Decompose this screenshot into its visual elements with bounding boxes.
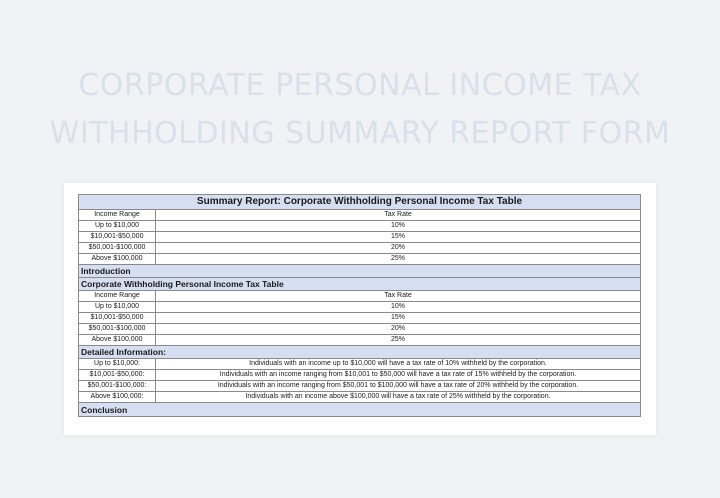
table-title: Summary Report: Corporate Withholding Personal Income Tax Table — [79, 195, 641, 210]
detail-description-cell: Individuals with an income ranging from $10,001 to $50,000 will have a tax rate of 15% withheld by the corporation. — [156, 370, 641, 381]
section-label: Corporate Withholding Personal Income Tax Table — [79, 278, 641, 291]
title-line-2: WITHHOLDING SUMMARY REPORT FORM — [49, 116, 671, 151]
header-tax-rate: Tax Rate — [156, 210, 641, 221]
table-row — [79, 370, 641, 381]
detail-range-cell: Above $100,000: — [79, 392, 156, 403]
table-row — [79, 302, 641, 313]
table-row — [79, 392, 641, 403]
income-range-cell: $10,001-$50,000 — [79, 232, 156, 243]
section-label: Conclusion — [79, 403, 641, 417]
table-row — [79, 221, 641, 232]
income-range-cell: $10,001-$50,000 — [79, 313, 156, 324]
table-row — [79, 335, 641, 346]
section-detailed-information — [79, 346, 641, 359]
section-withholding-table — [79, 278, 641, 291]
tax-rate-cell: 20% — [156, 243, 641, 254]
tax-rate-cell: 10% — [156, 302, 641, 313]
header-income-range: Income Range — [79, 210, 156, 221]
detail-description-cell: Individuals with an income up to $10,000 will have a tax rate of 10% withheld by the corporation. — [156, 359, 641, 370]
table-row — [79, 359, 641, 370]
section-label: Detailed Information: — [79, 346, 641, 359]
table-row — [79, 324, 641, 335]
title-line-1: CORPORATE PERSONAL INCOME TAX — [78, 68, 642, 103]
tax-rate-cell: 20% — [156, 324, 641, 335]
spreadsheet-preview — [64, 183, 656, 435]
detail-range-cell: $50,001-$100,000: — [79, 381, 156, 392]
tax-rate-cell: 25% — [156, 335, 641, 346]
income-range-cell: Above $100,000 — [79, 335, 156, 346]
income-range-cell: Up to $10,000 — [79, 221, 156, 232]
section-label: Introduction — [79, 265, 641, 278]
income-range-cell: $50,001-$100,000 — [79, 243, 156, 254]
section-introduction — [79, 265, 641, 278]
table-row — [79, 254, 641, 265]
withholding-header-row — [79, 291, 641, 302]
tax-rate-cell: 10% — [156, 221, 641, 232]
section-conclusion — [79, 403, 641, 417]
summary-header-row — [79, 210, 641, 221]
tax-rate-cell: 25% — [156, 254, 641, 265]
income-range-cell: $50,001-$100,000 — [79, 324, 156, 335]
document-title — [0, 62, 720, 158]
income-range-cell: Up to $10,000 — [79, 302, 156, 313]
detail-range-cell: Up to $10,000: — [79, 359, 156, 370]
detail-description-cell: Individuals with an income above $100,000 will have a tax rate of 25% withheld by the corporation. — [156, 392, 641, 403]
table-row — [79, 243, 641, 254]
table-row — [79, 381, 641, 392]
income-range-cell: Above $100,000 — [79, 254, 156, 265]
detail-description-cell: Individuals with an income ranging from $50,001 to $100,000 will have a tax rate of 20% withheld by the corporation. — [156, 381, 641, 392]
table-row — [79, 232, 641, 243]
tax-table — [78, 194, 641, 417]
tax-rate-cell: 15% — [156, 313, 641, 324]
table-title-row — [79, 195, 641, 210]
header-tax-rate: Tax Rate — [156, 291, 641, 302]
header-income-range: Income Range — [79, 291, 156, 302]
tax-rate-cell: 15% — [156, 232, 641, 243]
table-row — [79, 313, 641, 324]
detail-range-cell: $10,001-$50,000: — [79, 370, 156, 381]
